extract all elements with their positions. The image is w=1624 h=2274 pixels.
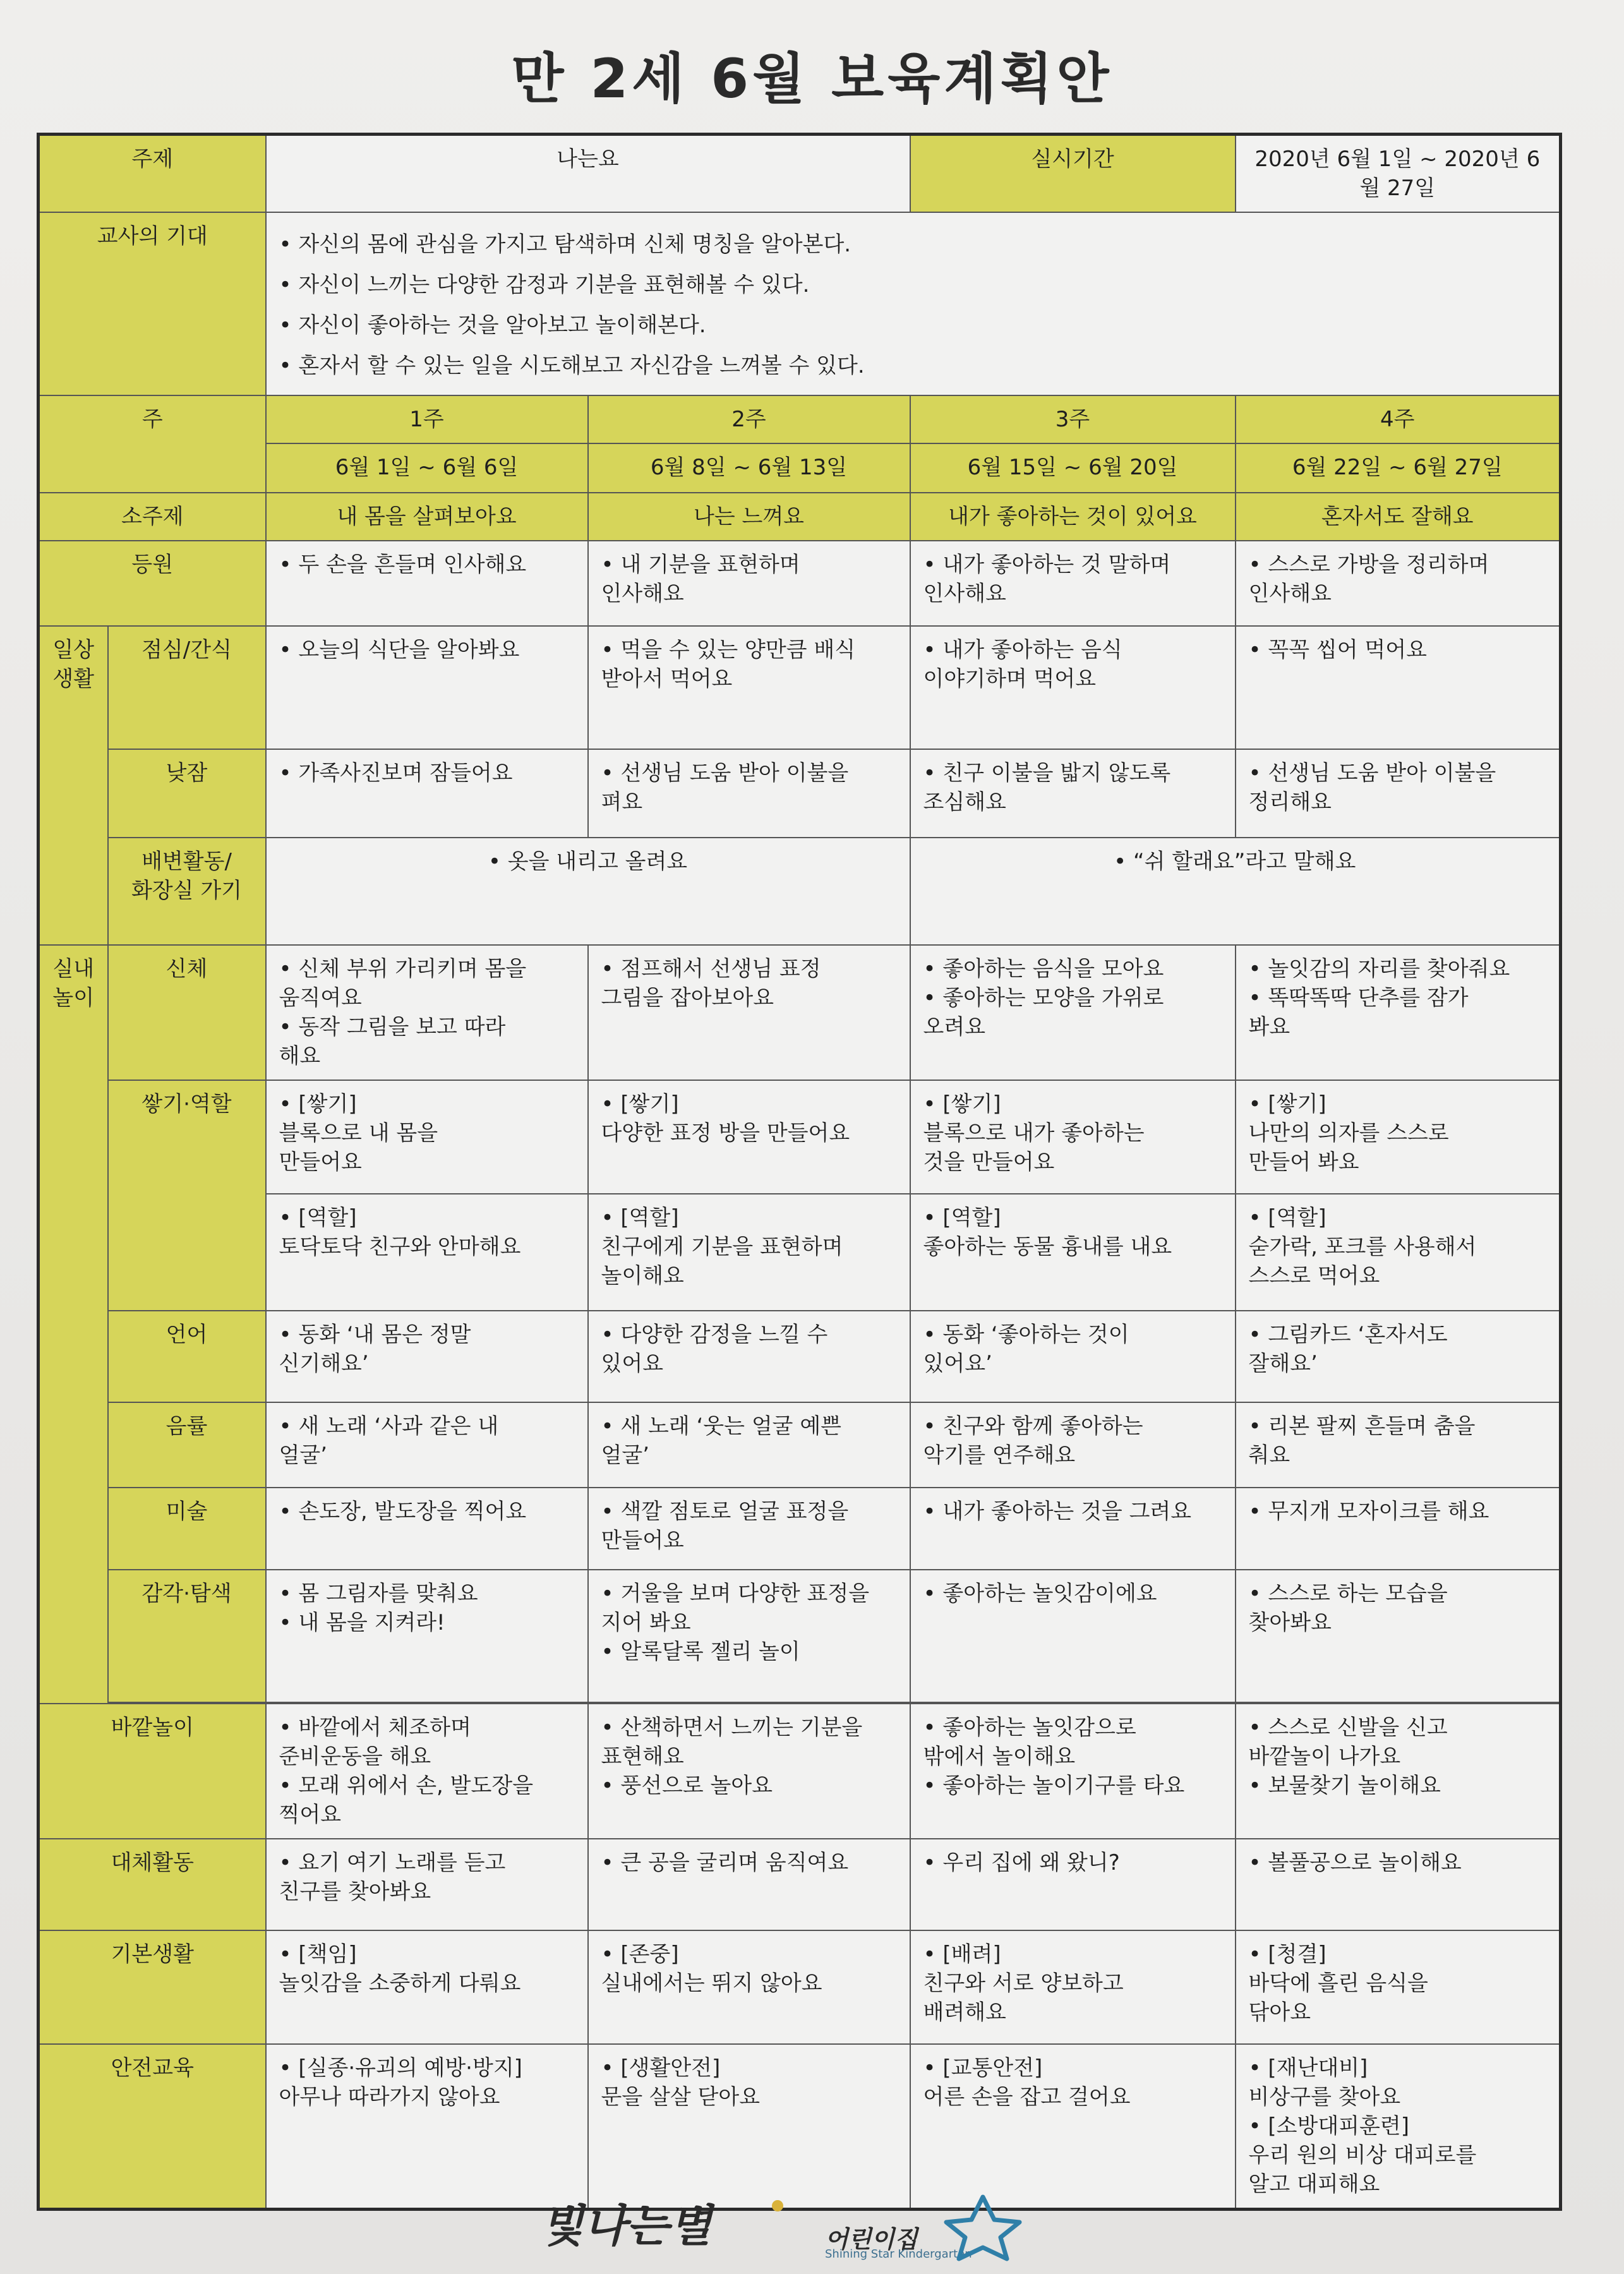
logo-subtitle: Shining Star Kindergarten: [824, 2247, 972, 2261]
lunch-row: [39, 626, 1561, 749]
nap-row: [39, 749, 1561, 838]
physical-week-4: • 놀잇감의 자리를 찾아줘요 • 똑딱똑딱 단추를 잠가 봐요: [1236, 945, 1561, 1080]
nap-week-1: • 가족사진보며 잠들어요: [266, 749, 588, 838]
art-week-2: • 색깔 점토로 얼굴 표정을 만들어요: [588, 1488, 910, 1570]
toilet-label: 배변활동/ 화장실 가기: [108, 838, 266, 945]
safety-week-3: • [교통안전] 어른 손을 잡고 걸어요: [910, 2044, 1236, 2210]
indoor-play-group-label: 실내놀이: [39, 945, 108, 1704]
role-row: [39, 1194, 1561, 1311]
nap-week-4: • 선생님 도움 받아 이불을 정리해요: [1236, 749, 1561, 838]
music-week-4: • 리본 팔찌 흔들며 춤을 춰요: [1236, 1402, 1561, 1488]
theme-value: 나는요: [266, 135, 910, 213]
week-1-dates: 6월 1일 ~ 6월 6일: [266, 443, 588, 493]
week-3-subtheme: 내가 좋아하는 것이 있어요: [910, 493, 1236, 541]
basic-life-week-4: • [청결] 바닥에 흘린 음식을 닦아요: [1236, 1930, 1561, 2044]
safety-label: 안전교육: [39, 2044, 266, 2210]
flower-icon: [772, 2200, 783, 2211]
safety-week-2: • [생활안전] 문을 살살 닫아요: [588, 2044, 910, 2210]
toilet-weeks-1-2: • 옷을 내리고 올려요: [266, 838, 910, 945]
language-row: [39, 1311, 1561, 1402]
sensory-row: [39, 1570, 1561, 1702]
music-week-2: • 새 노래 ‘웃는 얼굴 예쁜 얼굴’: [588, 1402, 910, 1488]
role-week-4: • [역할] 숟가락, 포크를 사용해서 스스로 먹어요: [1236, 1194, 1561, 1311]
music-label: 음률: [108, 1402, 266, 1488]
outdoor-week-2: • 산책하면서 느끼는 기분을 표현해요 • 풍선으로 놀아요: [588, 1704, 910, 1839]
subtheme-label: 소주제: [39, 493, 266, 541]
nap-label: 낮잠: [108, 749, 266, 838]
music-week-1: • 새 노래 ‘사과 같은 내 얼굴’: [266, 1402, 588, 1488]
physical-week-2: • 점프해서 선생님 표정 그림을 잡아보아요: [588, 945, 910, 1080]
alternative-label: 대체활동: [39, 1839, 266, 1930]
language-week-4: • 그림카드 ‘혼자서도 잘해요’: [1236, 1311, 1561, 1402]
basic-life-label: 기본생활: [39, 1930, 266, 2044]
block-week-1: • [쌓기] 블록으로 내 몸을 만들어요: [266, 1080, 588, 1194]
safety-week-1: • [실종·유괴의 예방·방지] 아무나 따라가지 않아요: [266, 2044, 588, 2210]
sensory-label: 감각·탐색: [108, 1570, 266, 1702]
outdoor-week-1: • 바깥에서 체조하며 준비운동을 해요 • 모래 위에서 손, 발도장을 찍어요: [266, 1704, 588, 1839]
toilet-row: [39, 838, 1561, 945]
basic-life-week-2: • [존중] 실내에서는 뛰지 않아요: [588, 1930, 910, 2044]
lunch-week-1: • 오늘의 식단을 알아봐요: [266, 626, 588, 749]
week-4-dates: 6월 22일 ~ 6월 27일: [1236, 443, 1561, 493]
art-row: [39, 1488, 1561, 1570]
page-title: 만 2세 6월 보육계획안: [511, 47, 1113, 111]
lunch-week-2: • 먹을 수 있는 양만큼 배식 받아서 먹어요: [588, 626, 910, 749]
alternative-row: [39, 1839, 1561, 1930]
language-week-3: • 동화 ‘좋아하는 것이 있어요’: [910, 1311, 1236, 1402]
outdoor-week-4: • 스스로 신발을 신고 바깥놀이 나가요 • 보물찾기 놀이해요: [1236, 1704, 1561, 1839]
expectations-label: 교사의 기대: [39, 212, 266, 395]
block-row: [39, 1080, 1561, 1194]
nap-week-2: • 선생님 도움 받아 이불을 펴요: [588, 749, 910, 838]
sensory-week-1: • 몸 그림자를 맞춰요 • 내 몸을 지켜라!: [266, 1570, 588, 1702]
physical-label: 신체: [108, 945, 266, 1080]
week-2-dates: 6월 8일 ~ 6월 13일: [588, 443, 910, 493]
lunch-label: 점심/간식: [108, 626, 266, 749]
alternative-week-2: • 큰 공을 굴리며 움직여요: [588, 1839, 910, 1930]
block-role-label: 쌓기·역할: [108, 1080, 266, 1311]
outdoor-week-3: • 좋아하는 놀잇감으로 밖에서 놀이해요 • 좋아하는 놀이기구를 타요: [910, 1704, 1236, 1839]
week-4-name: 4주: [1236, 395, 1561, 443]
theme-label: 주제: [39, 135, 266, 213]
role-week-1: • [역할] 토닥토닥 친구와 안마해요: [266, 1194, 588, 1311]
theme-row: [39, 135, 1561, 213]
alternative-week-4: • 볼풀공으로 놀이해요: [1236, 1839, 1561, 1930]
arrival-week-1: • 두 손을 흔들며 인사해요: [266, 541, 588, 626]
kindergarten-logo: [0, 2192, 1624, 2261]
week-dates-row: [39, 443, 1561, 493]
week-4-subtheme: 혼자서도 잘해요: [1236, 493, 1561, 541]
block-week-4: • [쌓기] 나만의 의자를 스스로 만들어 봐요: [1236, 1080, 1561, 1194]
block-week-2: • [쌓기] 다양한 표정 방을 만들어요: [588, 1080, 910, 1194]
logo-graphic: [528, 2192, 1097, 2261]
subtheme-row: [39, 493, 1561, 541]
period-label: 실시기간: [910, 135, 1236, 213]
logo-suffix: 어린이집: [824, 2225, 918, 2253]
toilet-weeks-3-4: • “쉬 할래요”라고 말해요: [910, 838, 1561, 945]
week-1-name: 1주: [266, 395, 588, 443]
physical-week-1: • 신체 부위 가리키며 몸을 움직여요 • 동작 그림을 보고 따라 해요: [266, 945, 588, 1080]
block-week-3: • [쌓기] 블록으로 내가 좋아하는 것을 만들어요: [910, 1080, 1236, 1194]
safety-row: [39, 2044, 1561, 2210]
expectations-row: [39, 212, 1561, 395]
week-1-subtheme: 내 몸을 살펴보아요: [266, 493, 588, 541]
lunch-week-4: • 꼭꼭 씹어 먹어요: [1236, 626, 1561, 749]
basic-life-week-1: • [책임] 놀잇감을 소중하게 다뤄요: [266, 1930, 588, 2044]
arrival-week-4: • 스스로 가방을 정리하며 인사해요: [1236, 541, 1561, 626]
period-value: 2020년 6월 1일 ~ 2020년 6월 27일: [1236, 135, 1561, 213]
art-week-3: • 내가 좋아하는 것을 그려요: [910, 1488, 1236, 1570]
daily-life-group-label: 일상생활: [39, 626, 108, 945]
role-week-3: • [역할] 좋아하는 동물 흉내를 내요: [910, 1194, 1236, 1311]
week-label: 주: [39, 395, 266, 493]
physical-row: [39, 945, 1561, 1080]
week-2-subtheme: 나는 느껴요: [588, 493, 910, 541]
alternative-week-3: • 우리 집에 왜 왔니?: [910, 1839, 1236, 1930]
language-label: 언어: [108, 1311, 266, 1402]
arrival-week-2: • 내 기분을 표현하며 인사해요: [588, 541, 910, 626]
arrival-row: [39, 541, 1561, 626]
art-week-1: • 손도장, 발도장을 찍어요: [266, 1488, 588, 1570]
arrival-week-3: • 내가 좋아하는 것 말하며 인사해요: [910, 541, 1236, 626]
music-row: [39, 1402, 1561, 1488]
alternative-week-1: • 요기 여기 노래를 듣고 친구를 찾아봐요: [266, 1839, 588, 1930]
nap-week-3: • 친구 이불을 밟지 않도록 조심해요: [910, 749, 1236, 838]
music-week-3: • 친구와 함께 좋아하는 악기를 연주해요: [910, 1402, 1236, 1488]
sensory-week-2: • 거울을 보며 다양한 표정을 지어 봐요 • 알록달록 젤리 놀이: [588, 1570, 910, 1702]
lunch-week-3: • 내가 좋아하는 음식 이야기하며 먹어요: [910, 626, 1236, 749]
outdoor-row: [39, 1704, 1561, 1839]
week-3-dates: 6월 15일 ~ 6월 20일: [910, 443, 1236, 493]
sensory-week-4: • 스스로 하는 모습을 찾아봐요: [1236, 1570, 1561, 1702]
safety-week-4: • [재난대비] 비상구를 찾아요 • [소방대피훈련] 우리 원의 비상 대피로를 알고 대피해요: [1236, 2044, 1561, 2210]
week-2-name: 2주: [588, 395, 910, 443]
arrival-label: 등원: [39, 541, 266, 626]
art-label: 미술: [108, 1488, 266, 1570]
basic-life-row: [39, 1930, 1561, 2044]
week-3-name: 3주: [910, 395, 1236, 443]
sensory-week-3: • 좋아하는 놀잇감이에요: [910, 1570, 1236, 1702]
role-week-2: • [역할] 친구에게 기분을 표현하며 놀이해요: [588, 1194, 910, 1311]
language-week-2: • 다양한 감정을 느낄 수 있어요: [588, 1311, 910, 1402]
plan-table: [37, 133, 1562, 2211]
expectations-text: • 자신의 몸에 관심을 가지고 탐색하며 신체 명칭을 알아본다. • 자신이 느끼는 다양한 감정과 기분을 표현해볼 수 있다. • 자신이 좋아하는 것을 알아보고 놀이해본다. • 혼자서 할 수 있는 일을 시도해보고 자신감을 느껴볼 수 있다.: [266, 212, 1561, 395]
art-week-4: • 무지개 모자이크를 해요: [1236, 1488, 1561, 1570]
language-week-1: • 동화 ‘내 몸은 정말 신기해요’: [266, 1311, 588, 1402]
logo-name: 빛나는별: [540, 2199, 711, 2252]
outdoor-label: 바깥놀이: [39, 1704, 266, 1839]
week-name-row: [39, 395, 1561, 443]
basic-life-week-3: • [배려] 친구와 서로 양보하고 배려해요: [910, 1930, 1236, 2044]
physical-week-3: • 좋아하는 음식을 모아요 • 좋아하는 모양을 가위로 오려요: [910, 945, 1236, 1080]
